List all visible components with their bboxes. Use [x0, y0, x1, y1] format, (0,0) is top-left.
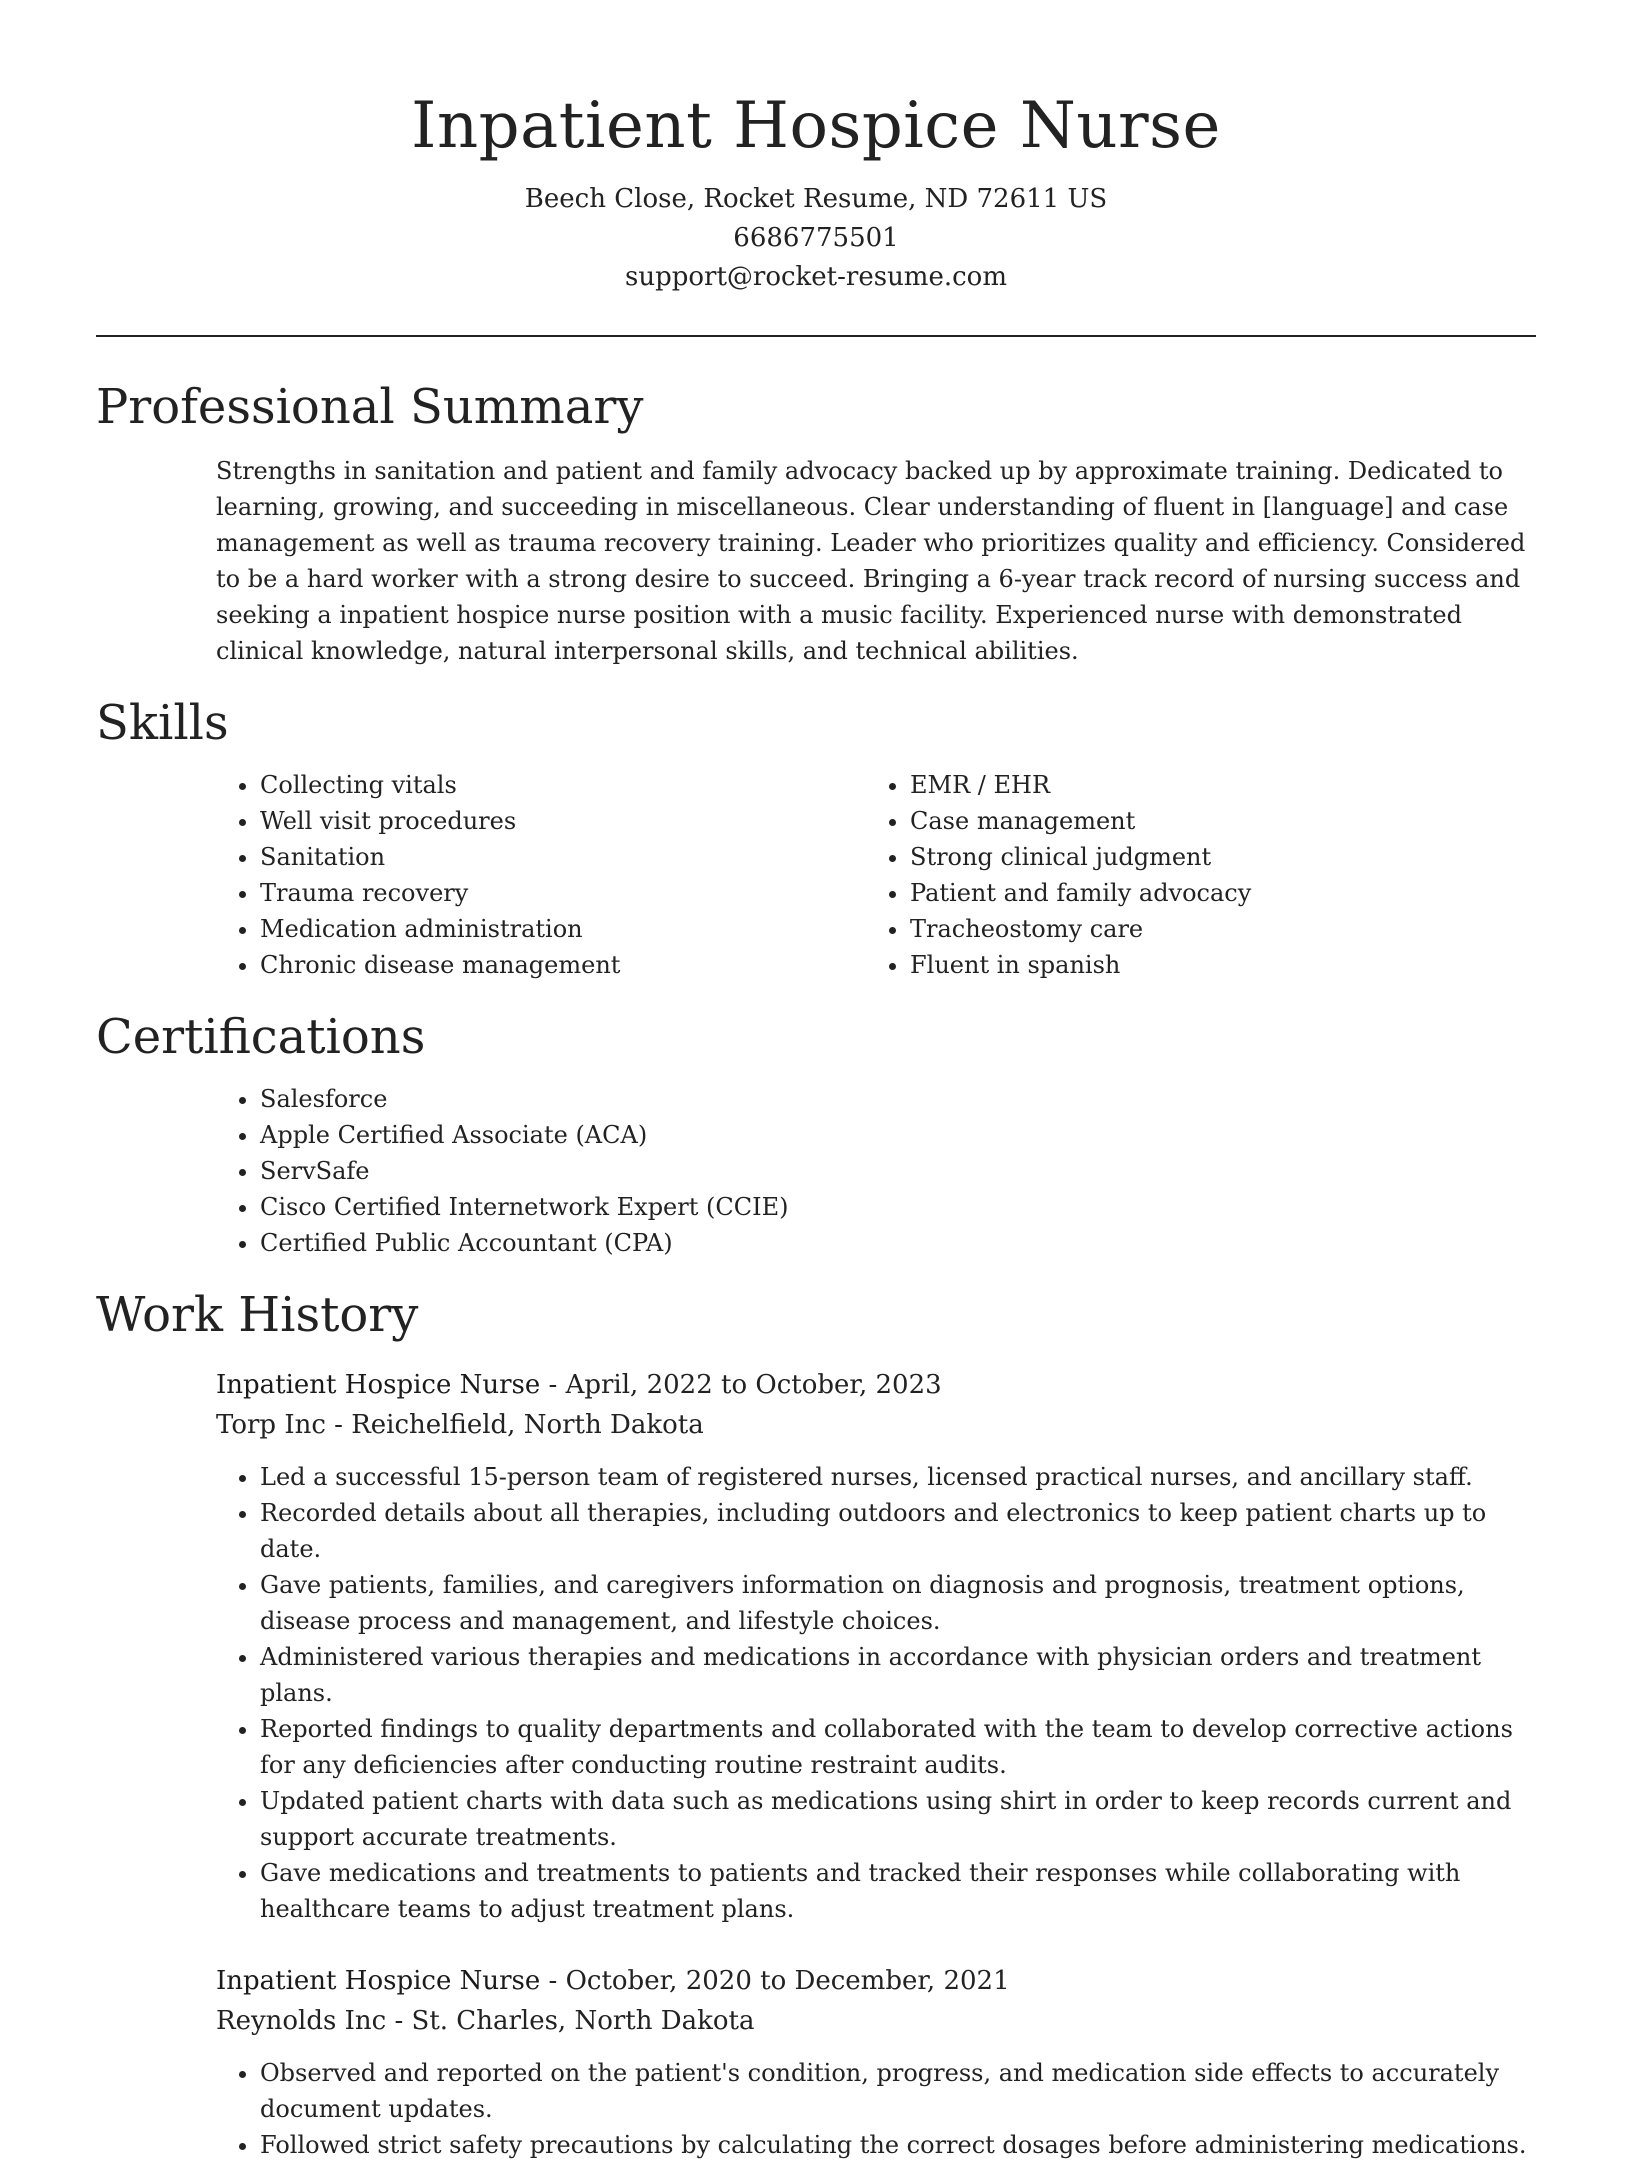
job-title-line [216, 1961, 1536, 2001]
contact-address: Beech Close, Rocket Resume, ND 72611 US [524, 184, 1108, 214]
candidate-name: Inpatient Hospice Nurse [411, 89, 1221, 163]
job-company-line [216, 2001, 1536, 2041]
job-bullet: • Gave medications and treatments to patients and tracked their responses while collaborating with healthcare teams to adjust treatment plans. [260, 1855, 1536, 1927]
certification-item: • Cisco Certified Internetwork Expert (CCIE) [260, 1189, 1536, 1225]
skill-item: • Tracheostomy care [910, 911, 1410, 947]
summary-text: Strengths in sanitation and patient and family advocacy backed up by approximate training. Dedicated to learning, growing, and succeeding in miscellaneous. Clear understanding of fluent in [language] and case management as well as trauma recovery training. Leader who prioritizes quality and efficiency. Considered to be a hard worker with a strong desire to succeed. Bringing a 6-year track record of nursing success and seeking a inpatient hospice nurse position with a music facility. Experienced nurse with demonstrated clinical knowledge, natural interpersonal skills, and technical abilities. [216, 457, 1526, 665]
contact-phone: 6686775501 [733, 223, 899, 253]
skill-item: • Medication administration [260, 911, 746, 947]
job-location: - Reichelfield, North Dakota [325, 1410, 704, 1440]
skill-item: • Collecting vitals [260, 767, 746, 803]
job-bullet: • Led a successful 15-person team of registered nurses, licensed practical nurses, and ancillary staff. [260, 1459, 1536, 1495]
job-bullet: • Followed strict safety precautions by calculating the correct dosages before administering medications. [260, 2127, 1536, 2163]
skill-item: • Patient and family advocacy [910, 875, 1410, 911]
summary-heading: Professional Summary [96, 379, 644, 435]
work-history-heading: Work History [96, 1287, 419, 1343]
job-company: Reynolds Inc [216, 2006, 387, 2036]
job-dates: - October, 2020 to December, 2021 [540, 1966, 1010, 1996]
certifications-section [96, 1007, 1536, 1261]
certifications-list [96, 1081, 1536, 1261]
skills-heading: Skills [96, 695, 229, 751]
skills-columns [96, 767, 1536, 983]
job-company-line [216, 1405, 1536, 1445]
resume-header [96, 0, 1536, 297]
job-location: - St. Charles, North Dakota [386, 2006, 755, 2036]
job-bullet: • Administered various therapies and medications in accordance with physician orders and treatment plans. [260, 1639, 1536, 1711]
skills-section [96, 693, 1536, 983]
job-bullet: • Recorded details about all therapies, including outdoors and electronics to keep patient charts up to date. [260, 1495, 1536, 1567]
skill-item: • Strong clinical judgment [910, 839, 1410, 875]
job-company: Torp Inc [216, 1410, 326, 1440]
skill-item: • Fluent in spanish [910, 947, 1410, 983]
skill-item: • EMR / EHR [910, 767, 1410, 803]
certification-item: • Apple Certified Associate (ACA) [260, 1117, 1536, 1153]
contact-email: support@rocket-resume.com [624, 262, 1007, 292]
certification-item: • ServSafe [260, 1153, 1536, 1189]
skills-list-right [746, 767, 1410, 983]
job-bullet: • Reported findings to quality departments and collaborated with the team to develop corrective actions for any deficiencies after conducting routine restraint audits. [260, 1711, 1536, 1783]
job-bullets [216, 2055, 1536, 2163]
skill-item: • Well visit procedures [260, 803, 746, 839]
skill-item: • Chronic disease management [260, 947, 746, 983]
job-entry [216, 1961, 1536, 2163]
certification-item: • Certified Public Accountant (CPA) [260, 1225, 1536, 1261]
job-bullets [216, 1459, 1536, 1927]
certifications-heading: Certifications [96, 1009, 426, 1065]
certification-item: • Salesforce [260, 1081, 1536, 1117]
resume-page [96, 0, 1536, 2163]
summary-section [96, 377, 1536, 669]
job-bullet: • Observed and reported on the patient's condition, progress, and medication side effects to accurately document updates. [260, 2055, 1536, 2127]
job-bullet: • Updated patient charts with data such as medications using shirt in order to keep records current and support accurate treatments. [260, 1783, 1536, 1855]
job-title: Inpatient Hospice Nurse [216, 1966, 541, 1996]
skill-item: • Case management [910, 803, 1410, 839]
skill-item: • Sanitation [260, 839, 746, 875]
header-divider [96, 335, 1536, 337]
work-history-section [96, 1285, 1536, 2163]
skill-item: • Trauma recovery [260, 875, 746, 911]
job-dates: - April, 2022 to October, 2023 [540, 1370, 942, 1400]
job-entry [216, 1365, 1536, 1927]
job-bullet: • Gave patients, families, and caregivers information on diagnosis and prognosis, treatment options, disease process and management, and lifestyle choices. [260, 1567, 1536, 1639]
skills-list-left [96, 767, 746, 983]
contact-block [96, 180, 1536, 297]
job-title: Inpatient Hospice Nurse [216, 1370, 541, 1400]
job-title-line [216, 1365, 1536, 1405]
